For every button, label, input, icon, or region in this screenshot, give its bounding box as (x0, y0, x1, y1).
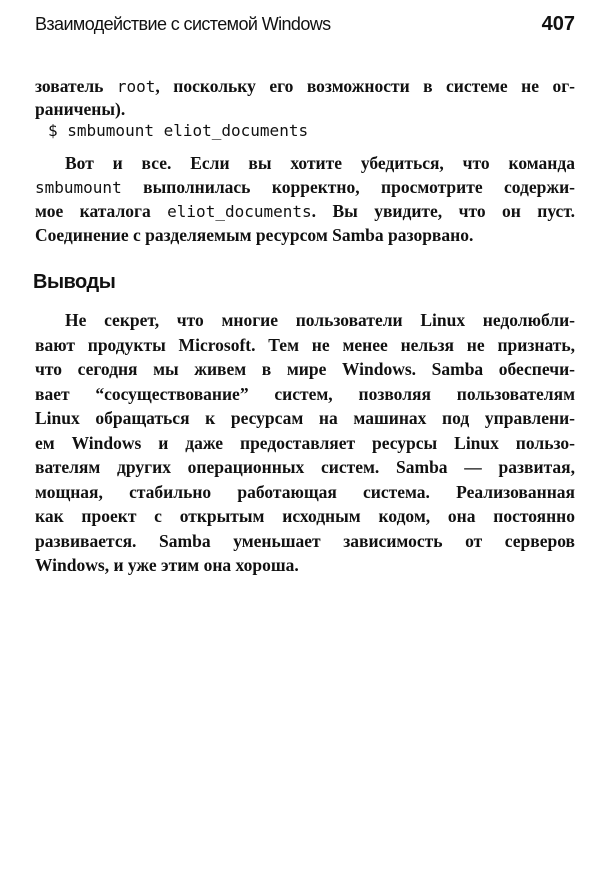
text-line: вают продукты Microsoft. Тем не менее нельзя не признать, (35, 334, 575, 355)
text-line (35, 200, 575, 223)
running-header-title: Взаимодействие с системой Windows (35, 13, 331, 34)
text-line: мощная, стабильно работающая система. Реализованная (35, 481, 575, 502)
inline-code: root (116, 77, 156, 96)
code-command: $ smbumount eliot_documents (48, 121, 309, 140)
text-line: Не секрет, что многие пользователи Linux недолюбли- (65, 310, 575, 330)
text-line: вает “сосуществование” систем, позволяя пользователям (35, 383, 575, 404)
section-heading: Выводы (33, 271, 116, 293)
inline-code: eliot_documents (167, 202, 312, 221)
text: выполнилась корректно, просмотрите содержи- (121, 177, 575, 197)
text-line: как проект с открытым исходным кодом, она постоянно (35, 506, 575, 526)
text-line: ем Windows и даже предоставляет ресурсы Linux пользо- (35, 432, 575, 453)
text-line: вателям других операционных систем. Samba — развитая, (35, 457, 575, 477)
text-line: Linux обращаться к ресурсам на машинах под управлени- (35, 408, 575, 428)
text: зователь (35, 76, 117, 96)
text-line: Соединение с разделяемым ресурсом Samba разорвано. (35, 225, 474, 245)
text: . Вы увидите, что он пуст. (311, 201, 575, 221)
text-line: что сегодня мы живем в мире Windows. Samba обеспечи- (35, 359, 575, 379)
text: , поскольку его возможности в системе не ог- (155, 76, 575, 96)
text-line: Windows, и уже этим она хороша. (35, 555, 299, 575)
text-line (35, 176, 575, 199)
page-number: 407 (541, 12, 575, 35)
text-line: Вот и все. Если вы хотите убедиться, что команда (65, 153, 575, 173)
running-header (35, 10, 575, 38)
inline-code: smbumount (35, 178, 122, 197)
text-line: раничены). (35, 99, 126, 119)
text: мое каталога (35, 201, 168, 221)
text-line: развивается. Samba уменьшает зависимость от серверов (35, 530, 575, 551)
text-line (35, 75, 575, 98)
